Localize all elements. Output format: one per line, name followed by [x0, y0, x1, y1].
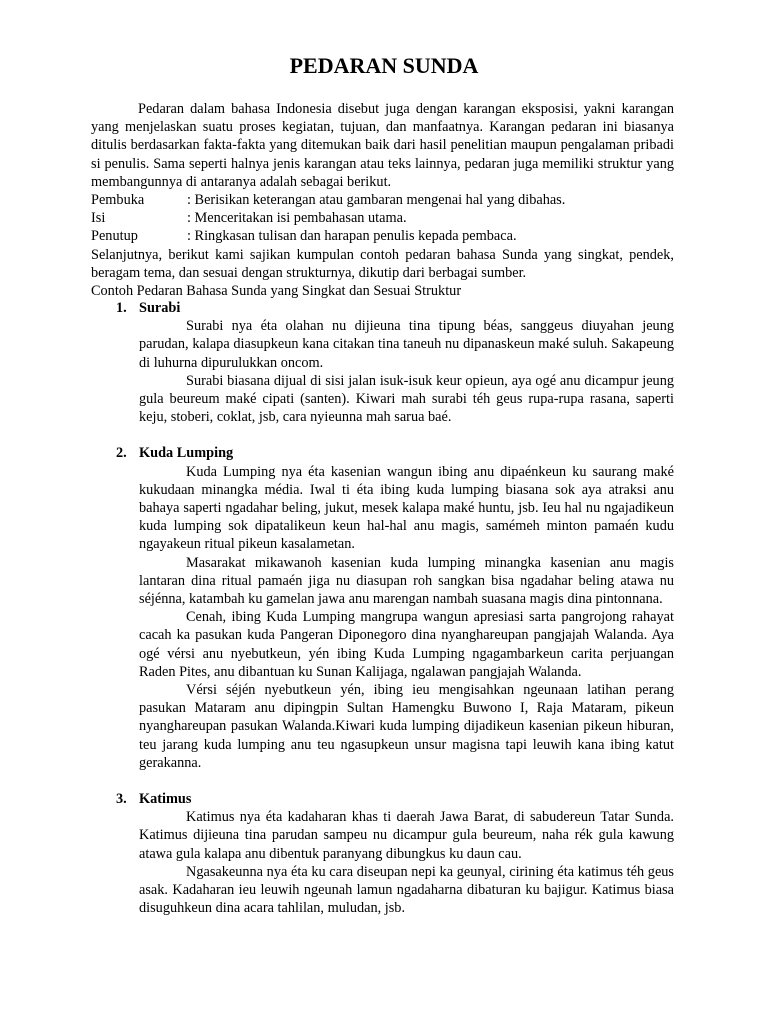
section-paragraph: Cenah, ibing Kuda Lumping mangrupa wangun apresiasi sarta pangrojong rahayat cacah ka pasukan kuda Pangeran Diponegoro dina nyanghareupan pangjajah Walanda. Aya ogé vérsi anu nyebutkeun, yén ibing Kuda Lumping ngagambarkeun carita perjuangan Raden Pites, anu dibantuan ku Sunan Kalijaga, ngalawan pangjajah Walanda. [139, 609, 674, 680]
structure-desc: : Berisikan keterangan atau gambaran mengenai hal yang dibahas. [187, 192, 566, 209]
sections-list [91, 299, 674, 918]
structure-term: Penutup [91, 228, 138, 245]
section-title: Katimus [139, 791, 192, 808]
section-paragraph: Masarakat mikawanoh kasenian kuda lumping minangka kasenian anu magis lantaran dina ritual pamaén jiga nu diasupan roh sangkan bisa ngadahar beling atawa nu séjénna, katambah ku gamelan jawa anu marengan nambah suasana magis dina pintonnana. [139, 554, 674, 608]
intro-block [91, 100, 674, 300]
section-body [139, 299, 674, 426]
section-surabi [91, 299, 674, 426]
section-katimus [91, 790, 674, 917]
structure-desc: : Ringkasan tulisan dan harapan penulis kepada pembaca. [187, 228, 517, 245]
structure-item [91, 209, 674, 227]
section-body [139, 790, 674, 917]
section-paragraph: Kuda Lumping nya éta kasenian wangun ibing anu dipaénkeun ku saurang maké kukudaan minangka média. Iwal ti éta ibing kuda lumping biasana sok aya atraksi anu bahaya saperti ngadahar beling, jukut, mesek kalapa maké huntu, jsb. Ieu hal nu ngajadikeun kuda lumping sok dipatalikeun keun hal-hal anu magis, samémeh minton pamaén kudu ngayakeun ritual pikeun kasalametan. [139, 463, 674, 553]
section-number: 1. [116, 300, 127, 316]
document-title: PEDARAN SUNDA [289, 53, 479, 78]
section-paragraph: Surabi nya éta olahan nu dijieuna tina tipung béas, sanggeus diuyahan jeung parudan, kalapa diasupkeun kana citakan tina taneuh nu dipanaskeun maké suluh. Sakapeung di luhurna dipurulukkan oncom. [139, 318, 674, 371]
structure-item [91, 191, 674, 209]
section-paragraph: Ngasakeunna nya éta ku cara diseupan nepi ka geunyal, cirining éta katimus téh geus asak. Kadaharan ieu leuwih ngeunah lamun ngadaharna dibaturan ku bajigur. Katimus biasa disuguhkeun dina acara tahlilan, muludan, jsb. [139, 863, 674, 917]
section-gap [91, 426, 674, 444]
section-title: Kuda Lumping [139, 445, 234, 462]
structure-term: Pembuka [91, 192, 145, 209]
section-paragraph: Vérsi séjén nyebutkeun yén, ibing ieu mengisahkan ngeunaan latihan perang pasukan Mataram anu dipingpin Sultan Hamengku Buwono I, Raja Mataram, pikeun nyanghareupan pasukan Walanda.Kiwari kuda lumping dijadikeun kasenian pikeun hiburan, teu jarang kuda lumping anu teu ngasupkeun unsur magisna tapi leuwih kana ibing katut gerakanna. [139, 682, 674, 771]
list-heading: Contoh Pedaran Bahasa Sunda yang Singkat dan Sesuai Struktur [91, 283, 462, 300]
structure-term: Isi [91, 210, 106, 227]
section-body [139, 444, 674, 772]
structure-list [91, 191, 674, 246]
section-gap [91, 772, 674, 790]
section-paragraph: Katimus nya éta kadaharan khas ti daerah Jawa Barat, di sabudereun Tatar Sunda. Katimus dijieuna tina parudan sampeu nu dicampur gula beureum, naha rék gula kawung atawa gula kalapa anu dibentuk paranyang dibungkus ku daun cau. [139, 809, 674, 862]
structure-desc: : Menceritakan isi pembahasan utama. [187, 210, 407, 227]
section-number: 2. [116, 445, 127, 462]
section-kuda-lumping [91, 444, 674, 772]
section-title: Surabi [139, 300, 181, 316]
intro-paragraph: Pedaran dalam bahasa Indonesia disebut juga dengan karangan eksposisi, yakni karangan yang menjelaskan suatu proses kegiatan, tujuan, dan manfaatnya. Karangan pedaran ini biasanya ditulis berdasarkan fakta-fakta yang ditemukan baik dari hasil penelitian maupun pengalaman pribadi si penulis. Sama seperti halnya jenis karangan atau teks lainnya, pedaran juga memiliki struktur yang membangunnya di antaranya adalah sebagai berikut. [91, 101, 674, 190]
section-paragraph: Surabi biasana dijual di sisi jalan isuk-isuk keur opieun, aya ogé anu dicampur jeung gula beureum maké cipati (santen). Kiwari mah surabi téh geus rupa-rupa rasana, saperti keju, stoberi, coklat, jsb, cara nyieunna mah sarua baé. [139, 372, 674, 426]
after-structure-paragraph: Selanjutnya, berikut kami sajikan kumpulan contoh pedaran bahasa Sunda yang singkat, pendek, beragam tema, dan sesuai dengan strukturnya, dikutip dari berbagai sumber. [91, 246, 674, 281]
section-number: 3. [116, 791, 127, 808]
structure-item [91, 227, 674, 245]
